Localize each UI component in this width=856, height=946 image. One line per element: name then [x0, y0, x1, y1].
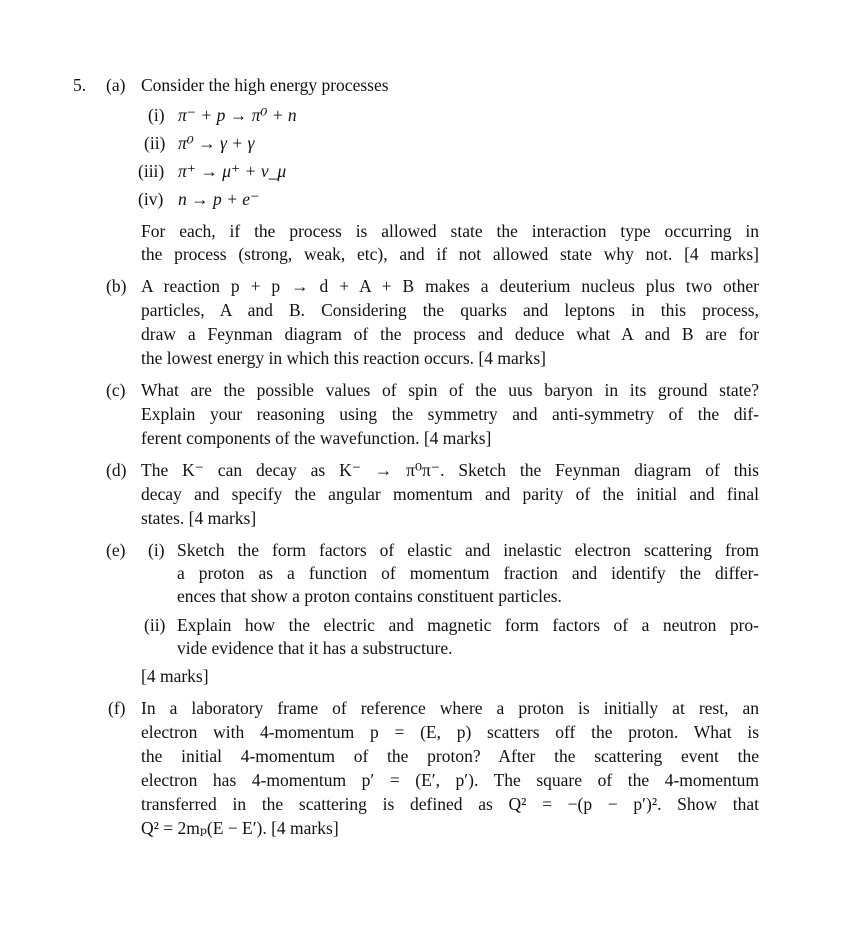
question-number: 5. — [73, 75, 87, 95]
part-c-line-2: Explain your reasoning using the symmetry and anti-symmetry of the dif- — [141, 404, 759, 424]
part-d-line-3: states. [4 marks] — [141, 508, 257, 528]
part-d-line-2: decay and specify the angular momentum and parity of the initial and final — [141, 484, 759, 504]
part-e-i-line-2: a proton as a function of momentum fraction and identify the differ- — [177, 563, 759, 583]
part-e-i-line-3: ences that show a proton contains constituent particles. — [177, 586, 562, 606]
part-f-label: (f) — [108, 698, 126, 718]
part-f-line-4: electron has 4-momentum p′ = (E′, p′). The square of the 4-momentum — [141, 770, 759, 790]
part-a-line-2: the process (strong, weak, etc), and if not allowed state why not. [4 marks] — [141, 244, 759, 264]
part-e-ii-line-2: vide evidence that it has a substructure. — [177, 638, 453, 658]
part-f-line-3: the initial 4-momentum of the proton? After the scattering event the — [141, 746, 759, 766]
part-f-line-6: Q² = 2mₚ(E − E′). [4 marks] — [141, 818, 339, 838]
part-e-label: (e) — [106, 540, 126, 560]
part-b-line-4: the lowest energy in which this reaction occurs. [4 marks] — [141, 348, 546, 368]
process-iv: n → p + e⁻ — [178, 189, 260, 209]
part-c-line-3: ferent components of the wavefunction. [4 marks] — [141, 428, 492, 448]
part-e-i-label: (i) — [148, 540, 165, 560]
process-i: π⁻ + p → π⁰ + n — [178, 105, 297, 125]
part-b-line-1: A reaction p + p → d + A + B makes a deuterium nucleus plus two other — [141, 276, 759, 296]
part-e-ii-label: (ii) — [144, 615, 166, 635]
part-b-line-3: draw a Feynman diagram of the process and deduce what A and B are for — [141, 324, 759, 344]
process-iii: π⁺ → μ⁺ + ν_μ — [178, 161, 287, 181]
part-b-label: (b) — [106, 276, 127, 296]
part-e-i-line-1: Sketch the form factors of elastic and inelastic electron scattering from — [177, 540, 759, 560]
process-ii-label: (ii) — [144, 133, 166, 153]
part-f-line-1: In a laboratory frame of reference where a proton is initially at rest, an — [141, 698, 759, 718]
part-f-line-5: transferred in the scattering is defined as Q² = −(p − p′)². Show that — [141, 794, 759, 814]
process-iv-label: (iv) — [138, 189, 164, 209]
part-a-intro: Consider the high energy processes — [141, 75, 389, 95]
part-d-line-1: The K⁻ can decay as K⁻ → π⁰π⁻. Sketch the Feynman diagram of this — [141, 460, 759, 480]
part-e-marks: [4 marks] — [141, 666, 209, 686]
part-b-line-2: particles, A and B. Considering the quarks and leptons in this process, — [141, 300, 759, 320]
part-d-label: (d) — [106, 460, 127, 480]
part-a-label: (a) — [106, 75, 126, 95]
part-f-line-2: electron with 4-momentum p = (E, p) scatters off the proton. What is — [141, 722, 759, 742]
process-i-label: (i) — [148, 105, 165, 125]
process-ii: π⁰ → γ + γ — [178, 133, 255, 153]
part-a-line-1: For each, if the process is allowed state the interaction type occurring in — [141, 221, 759, 241]
part-e-ii-line-1: Explain how the electric and magnetic form factors of a neutron pro- — [177, 615, 759, 635]
part-c-line-1: What are the possible values of spin of the uus baryon in its ground state? — [141, 380, 759, 400]
process-iii-label: (iii) — [138, 161, 165, 181]
part-c-label: (c) — [106, 380, 126, 400]
